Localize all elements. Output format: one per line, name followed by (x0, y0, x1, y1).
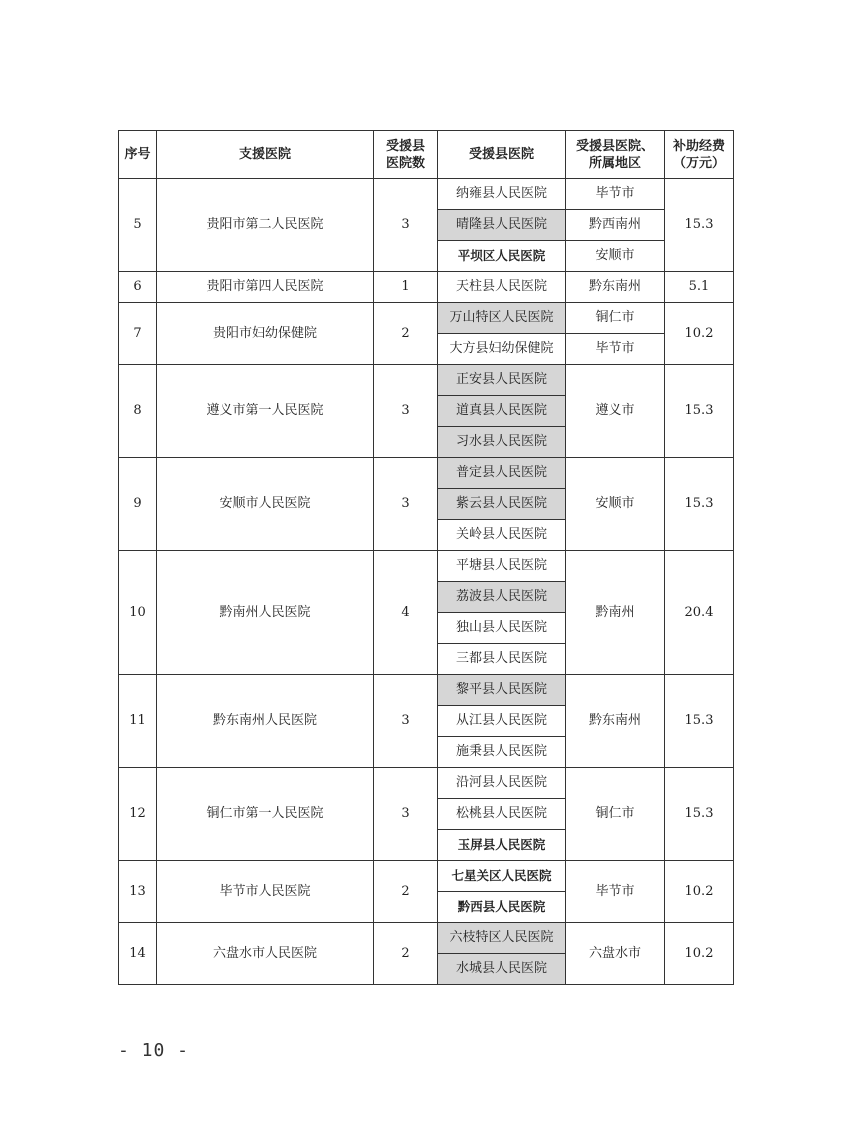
funding-cell: 15.3 (665, 458, 734, 551)
region-cell: 铜仁市 (566, 303, 665, 334)
support-hospital-cell: 贵阳市第四人民医院 (157, 272, 374, 303)
recipient-hospital-cell: 荔波县人民医院 (438, 582, 566, 613)
header-recipient-count (374, 131, 438, 179)
recipient-count-cell: 3 (374, 675, 438, 768)
recipient-hospital-cell: 紫云县人民医院 (438, 489, 566, 520)
support-hospital-cell: 黔南州人民医院 (157, 551, 374, 675)
support-hospital-cell: 毕节市人民医院 (157, 861, 374, 923)
header-recipient-hospital-line: 受援县医院 (468, 147, 534, 162)
header-funding-line: 补助经费 (672, 138, 725, 154)
support-hospital-cell: 六盘水市人民医院 (157, 923, 374, 985)
recipient-hospital-cell: 独山县人民医院 (438, 613, 566, 644)
support-hospital-cell: 遵义市第一人民医院 (157, 365, 374, 458)
funding-cell: 20.4 (665, 551, 734, 675)
table-row (119, 303, 734, 334)
region-cell: 黔东南州 (566, 675, 665, 768)
serial-number-cell: 11 (119, 675, 157, 768)
recipient-hospital-cell: 黎平县人民医院 (438, 675, 566, 706)
serial-number-cell: 8 (119, 365, 157, 458)
region-cell: 毕节市 (566, 334, 665, 365)
header-recipient-count-line: 受援县 (385, 138, 425, 154)
recipient-count-cell: 3 (374, 458, 438, 551)
serial-number-cell: 14 (119, 923, 157, 985)
recipient-count-cell: 2 (374, 303, 438, 365)
recipient-hospital-cell: 从江县人民医院 (438, 706, 566, 737)
funding-cell: 10.2 (665, 303, 734, 365)
serial-number-cell: 12 (119, 768, 157, 861)
recipient-hospital-cell: 六枝特区人民医院 (438, 923, 566, 954)
recipient-hospital-cell: 关岭县人民医院 (438, 520, 566, 551)
recipient-hospital-cell: 玉屏县人民医院 (438, 830, 566, 861)
recipient-hospital-cell: 万山特区人民医院 (438, 303, 566, 334)
recipient-hospital-cell: 松桃县人民医院 (438, 799, 566, 830)
table-row (119, 365, 734, 396)
support-hospital-cell: 贵阳市妇幼保健院 (157, 303, 374, 365)
table-row (119, 551, 734, 582)
header-region-line: 受援县医院、 (575, 138, 654, 154)
recipient-hospital-cell: 三都县人民医院 (438, 644, 566, 675)
funding-cell: 15.3 (665, 768, 734, 861)
table-row (119, 179, 734, 210)
header-recipient-hospital (438, 131, 566, 179)
recipient-hospital-cell: 七星关区人民医院 (438, 861, 566, 892)
support-hospital-cell: 安顺市人民医院 (157, 458, 374, 551)
support-hospital-cell: 贵阳市第二人民医院 (157, 179, 374, 272)
recipient-hospital-cell: 黔西县人民医院 (438, 892, 566, 923)
recipient-count-cell: 4 (374, 551, 438, 675)
funding-cell: 5.1 (665, 272, 734, 303)
region-cell: 黔南州 (566, 551, 665, 675)
recipient-hospital-cell: 纳雍县人民医院 (438, 179, 566, 210)
region-cell: 安顺市 (566, 458, 665, 551)
header-funding (665, 131, 734, 179)
recipient-hospital-cell: 晴隆县人民医院 (438, 210, 566, 241)
recipient-hospital-cell: 施秉县人民医院 (438, 737, 566, 768)
header-row (119, 131, 734, 179)
region-cell: 毕节市 (566, 179, 665, 210)
recipient-count-cell: 2 (374, 861, 438, 923)
funding-cell: 10.2 (665, 923, 734, 985)
recipient-hospital-cell: 平塘县人民医院 (438, 551, 566, 582)
region-cell: 毕节市 (566, 861, 665, 923)
recipient-hospital-cell: 道真县人民医院 (438, 396, 566, 427)
funding-cell: 15.3 (665, 179, 734, 272)
recipient-count-cell: 3 (374, 179, 438, 272)
region-cell: 黔西南州 (566, 210, 665, 241)
region-cell: 铜仁市 (566, 768, 665, 861)
recipient-count-cell: 1 (374, 272, 438, 303)
header-region-line: 所属地区 (588, 155, 641, 171)
header-serial (119, 131, 157, 179)
header-support-hospital-line: 支援医院 (238, 147, 291, 162)
table-row (119, 768, 734, 799)
header-serial-line: 序号 (124, 147, 151, 162)
header-funding-line: （万元） (672, 155, 725, 171)
serial-number-cell: 6 (119, 272, 157, 303)
serial-number-cell: 13 (119, 861, 157, 923)
hospital-support-table (118, 130, 734, 985)
serial-number-cell: 7 (119, 303, 157, 365)
table-body (119, 179, 734, 985)
table-header (119, 131, 734, 179)
recipient-hospital-cell: 天柱县人民医院 (438, 272, 566, 303)
funding-cell: 10.2 (665, 861, 734, 923)
funding-cell: 15.3 (665, 365, 734, 458)
page-number: - 10 - (118, 1040, 190, 1061)
table-row (119, 923, 734, 954)
table-row (119, 458, 734, 489)
header-region (566, 131, 665, 179)
recipient-hospital-cell: 平坝区人民医院 (438, 241, 566, 272)
region-cell: 安顺市 (566, 241, 665, 272)
recipient-hospital-cell: 习水县人民医院 (438, 427, 566, 458)
recipient-count-cell: 2 (374, 923, 438, 985)
serial-number-cell: 10 (119, 551, 157, 675)
recipient-hospital-cell: 水城县人民医院 (438, 954, 566, 985)
recipient-count-cell: 3 (374, 365, 438, 458)
table-row (119, 675, 734, 706)
header-support-hospital (157, 131, 374, 179)
recipient-count-cell: 3 (374, 768, 438, 861)
region-cell: 遵义市 (566, 365, 665, 458)
serial-number-cell: 5 (119, 179, 157, 272)
table-row (119, 272, 734, 303)
funding-cell: 15.3 (665, 675, 734, 768)
recipient-hospital-cell: 普定县人民医院 (438, 458, 566, 489)
support-hospital-cell: 黔东南州人民医院 (157, 675, 374, 768)
recipient-hospital-cell: 大方县妇幼保健院 (438, 334, 566, 365)
region-cell: 六盘水市 (566, 923, 665, 985)
header-recipient-count-line: 医院数 (385, 155, 425, 171)
serial-number-cell: 9 (119, 458, 157, 551)
support-hospital-cell: 铜仁市第一人民医院 (157, 768, 374, 861)
table-row (119, 861, 734, 892)
recipient-hospital-cell: 沿河县人民医院 (438, 768, 566, 799)
recipient-hospital-cell: 正安县人民医院 (438, 365, 566, 396)
region-cell: 黔东南州 (566, 272, 665, 303)
